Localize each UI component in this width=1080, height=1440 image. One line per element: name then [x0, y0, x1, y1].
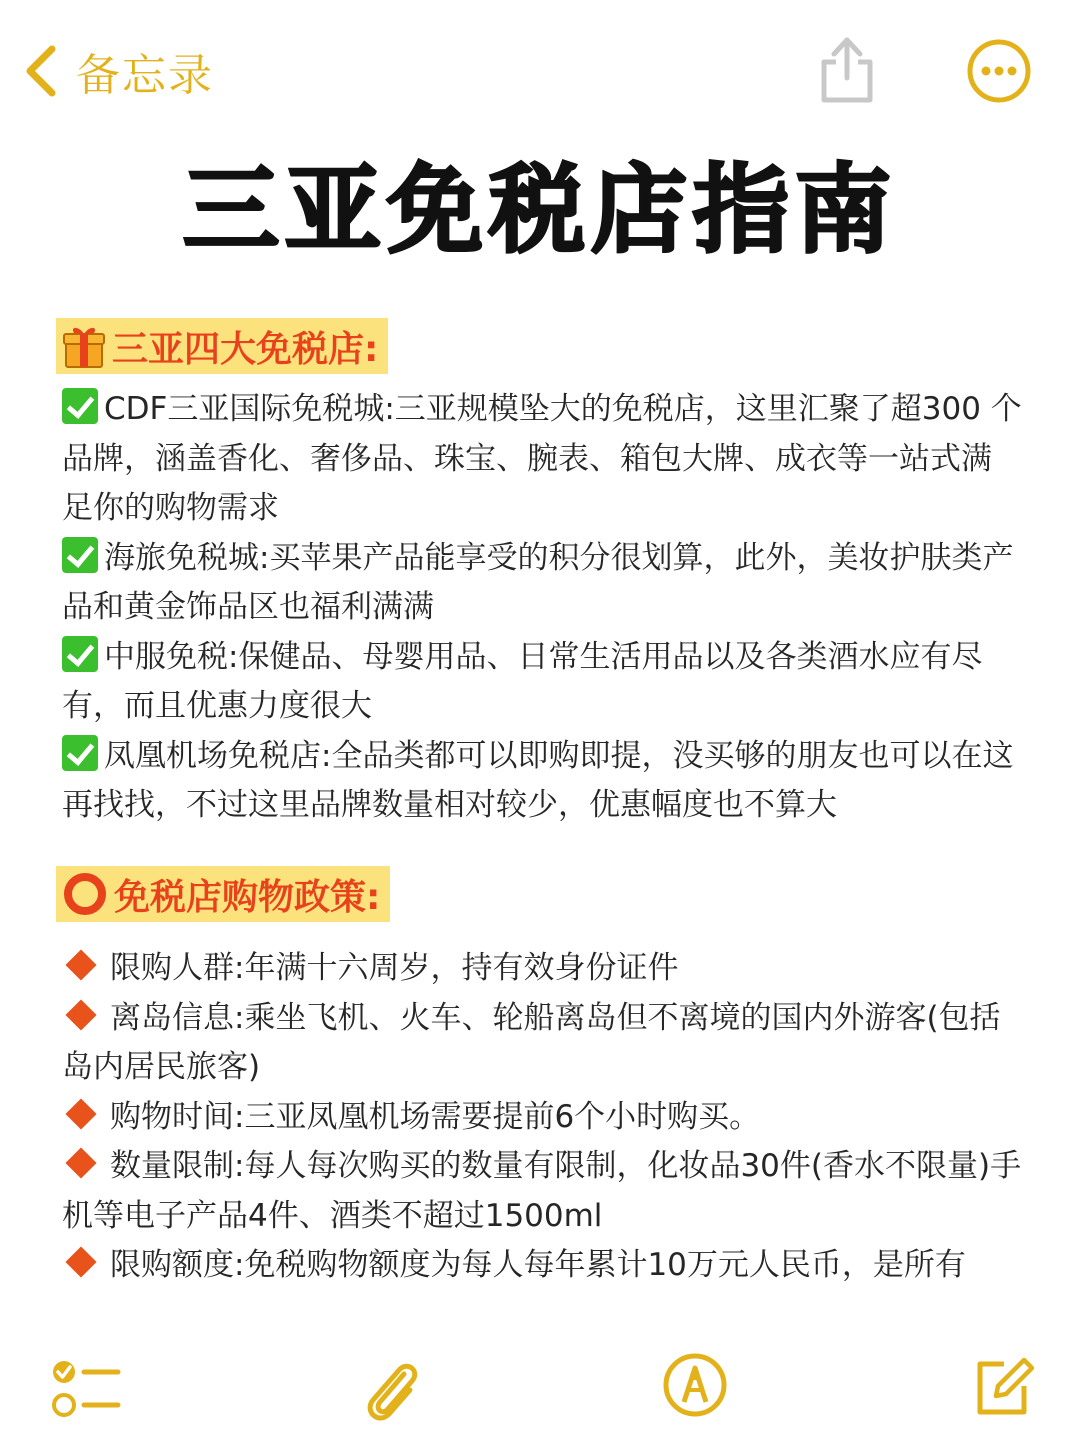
list-item: 购物时间:三亚凤凰机场需要提前6个小时购买。	[62, 1093, 1022, 1143]
back-button[interactable]	[22, 36, 214, 106]
section-heading-text: 免税店购物政策:	[114, 876, 381, 918]
section-heading-text: 三亚四大免税店:	[112, 328, 379, 370]
list-item: 凤凰机场免税店:全品类都可以即购即提，没买够的朋友也可以在这再找找，不过这里品牌数量相对较少，优惠幅度也不算大	[62, 732, 1022, 831]
list-item: 海旅免税城:买苹果产品能享受的积分很划算，此外，美妆护肤类产品和黄金饰品区也福利满满	[62, 534, 1022, 633]
checkmark-icon	[62, 388, 98, 424]
back-label: 备忘录	[76, 50, 214, 101]
checklist-icon	[50, 1356, 122, 1422]
checkmark-icon	[62, 537, 98, 573]
more-button[interactable]	[966, 38, 1032, 104]
diamond-icon	[65, 1246, 96, 1277]
list-item: 限购人群:年满十六周岁，持有效身份证件	[62, 944, 1022, 994]
diamond-icon	[65, 1147, 96, 1178]
section-heading-stores	[56, 318, 388, 374]
list-item: 限购额度:免税购物额度为每人每年累计10万元人民币，是所有	[62, 1241, 1022, 1291]
diamond-icon	[65, 999, 96, 1030]
share-icon	[812, 30, 882, 106]
diamond-icon	[65, 1098, 96, 1129]
list-item: CDF三亚国际免税城:三亚规模坠大的免税店，这里汇聚了超300 个品牌，涵盖香化、奢侈品、珠宝、腕表、箱包大牌、成衣等一站式满足你的购物需求	[62, 385, 1022, 534]
circle-icon	[62, 871, 108, 917]
compose-icon	[970, 1354, 1036, 1420]
section-heading-policy	[56, 866, 390, 922]
more-icon	[966, 38, 1032, 104]
checkmark-icon	[62, 636, 98, 672]
attachment-button[interactable]	[360, 1354, 424, 1430]
checkmark-icon	[62, 735, 98, 771]
policy-list	[62, 944, 1022, 1291]
list-item: 中服免税:保健品、母婴用品、日常生活用品以及各类酒水应有尽有，而且优惠力度很大	[62, 633, 1022, 732]
bottom-toolbar	[0, 1340, 1080, 1440]
store-list	[62, 385, 1022, 831]
note-title: 三亚免税店指南	[183, 154, 897, 266]
share-button[interactable]	[812, 30, 882, 106]
list-item: 离岛信息:乘坐飞机、火车、轮船离岛但不离境的国内外游客(包括岛内居民旅客)	[62, 999, 1001, 1085]
list-item: 数量限制:每人每次购买的数量有限制，化妆品30件(香水不限量)手机等电子产品4件、酒类不超过1500ml	[62, 1148, 1022, 1234]
gift-icon	[62, 323, 106, 369]
compose-button[interactable]	[970, 1354, 1036, 1424]
markup-pen-icon	[662, 1352, 728, 1418]
diamond-icon	[65, 949, 96, 980]
checklist-button[interactable]	[50, 1356, 122, 1426]
navigation-bar	[0, 0, 1080, 140]
paperclip-icon	[360, 1354, 424, 1426]
markup-button[interactable]	[662, 1352, 728, 1422]
chevron-left-icon	[22, 43, 58, 99]
